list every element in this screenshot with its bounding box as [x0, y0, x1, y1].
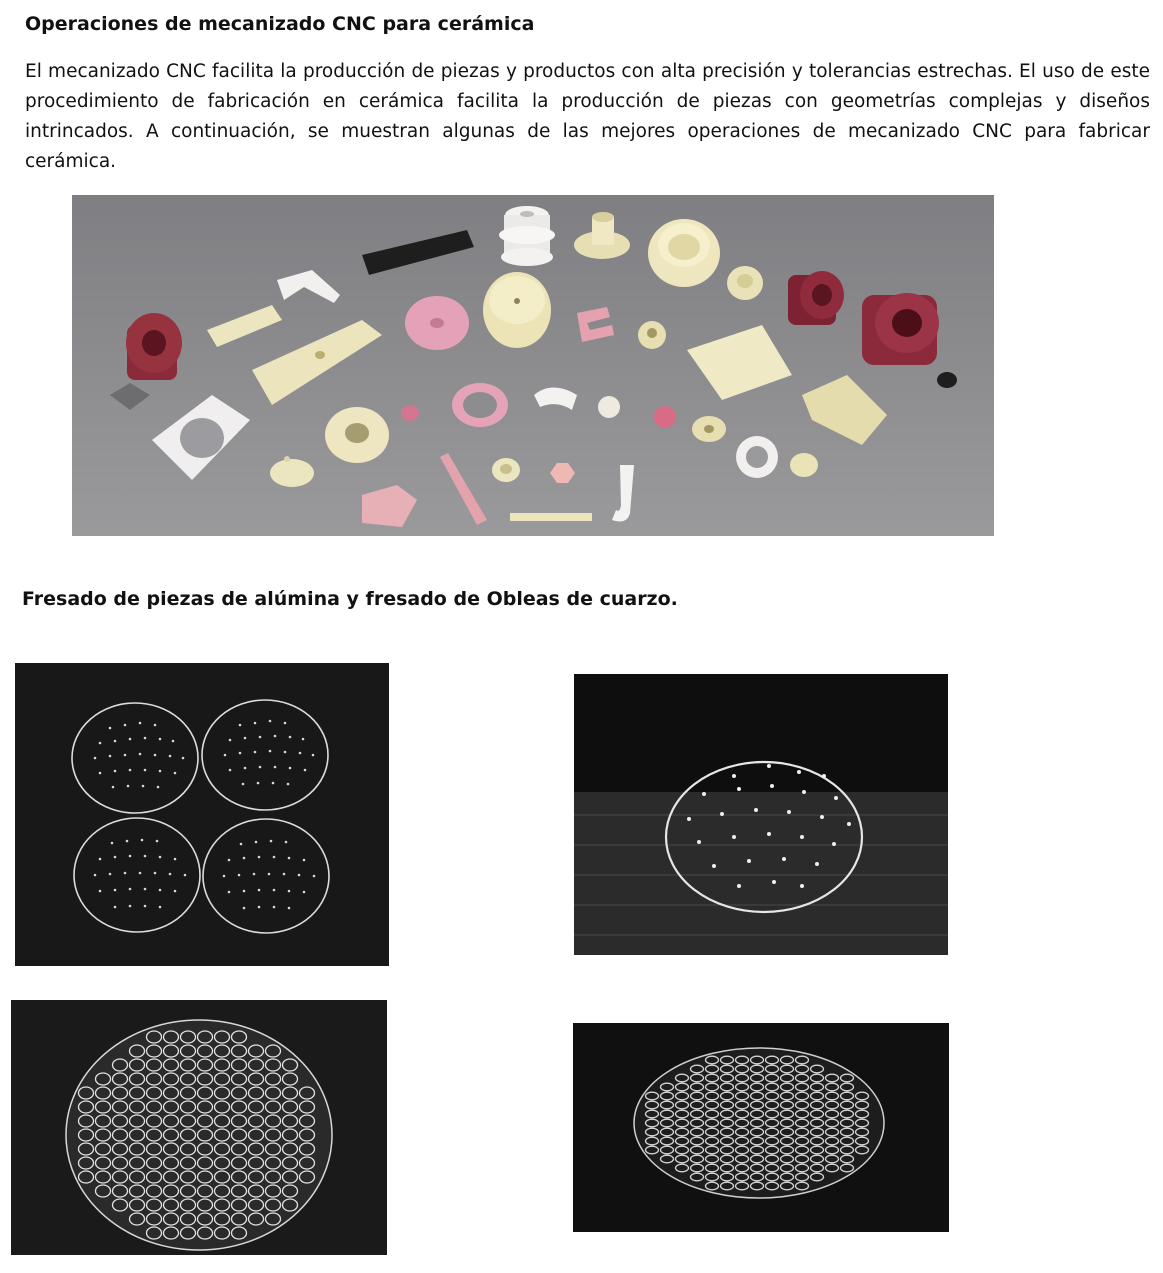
four-quartz-wafers-photo [15, 663, 389, 966]
page-title: Operaciones de mecanizado CNC para cerámica [25, 13, 535, 35]
ceramic-parts-photo [72, 195, 994, 536]
section-subtitle: Fresado de piezas de alúmina y fresado de Obleas de cuarzo. [22, 588, 678, 610]
intro-paragraph: El mecanizado CNC facilita la producción de piezas y productos con alta precisión y tolerancias estrechas. El uso de este procedimiento de fabricación en cerámica facilita la producción de piezas con geometrías complejas y diseños intrincados. A continuación, se muestran algunas de las mejores operaciones de mecanizado CNC para fabricar cerámica. [25, 61, 1150, 172]
quartz-wafer-ring-grid-photo [11, 1000, 387, 1255]
quartz-wafer-oval-grid-photo [573, 1023, 949, 1232]
single-quartz-wafer-photo [574, 674, 948, 955]
